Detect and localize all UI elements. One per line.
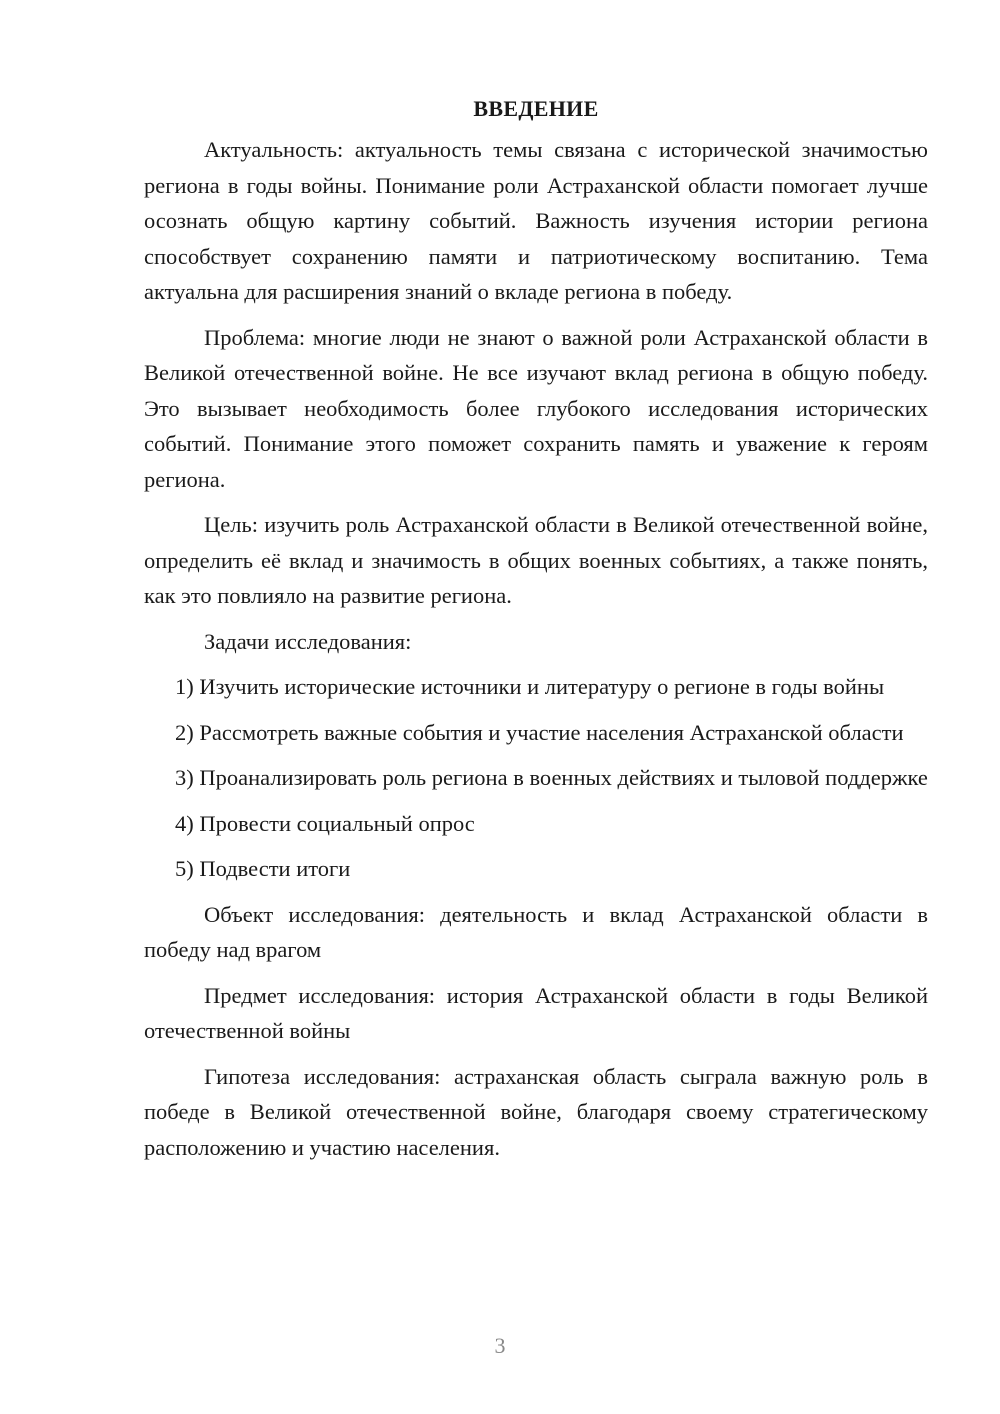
task-item-3: 3) Проанализировать роль региона в военных действиях и тыловой поддержке — [175, 765, 928, 790]
task-item-2: 2) Рассмотреть важные события и участие населения Астраханской области — [175, 719, 904, 745]
document-page — [144, 92, 928, 1175]
tasks-list — [144, 669, 928, 887]
document-title: ВВЕДЕНИЕ — [473, 96, 599, 121]
paragraph-subject: Предмет исследования: история Астраханской области в годы Великой отечественной войны — [144, 982, 928, 1043]
tasks-heading: Задачи исследования: — [204, 628, 412, 654]
task-item-4: 4) Провести социальный опрос — [175, 810, 475, 836]
paragraph-hypothesis: Гипотеза исследования: астраханская область сыграла важную роль в победе в Великой отечественной войне, благодаря своему стратегическому расположению и участию населения. — [144, 1063, 928, 1160]
paragraph-relevance: Актуальность: актуальность темы связана с исторической значимостью региона в годы войны. Понимание роли Астраханской области помогает лучше осознать общую картину событий. Важность изучения истории региона способствует сохранению памяти и патриотическому воспитанию. Тема актуальна для расширения знаний о вкладе региона в победу. — [144, 137, 928, 304]
page-number: 3 — [494, 1333, 506, 1358]
paragraph-object: Объект исследования: деятельность и вклад Астраханской области в победу над врагом — [144, 901, 928, 962]
paragraph-goal: Цель: изучить роль Астраханской области в Великой отечественной войне, определить её вклад и значимость в общих военных событиях, а также понять, как это повлияло на развитие региона. — [144, 512, 928, 608]
paragraph-problem: Проблема: многие люди не знают о важной роли Астраханской области в Великой отечественной войне. Не все изучают вклад региона в общую победу. Это вызывает необходимость более глубокого исследования исторических событий. Понимание этого поможет сохранить память и уважение к героям региона. — [144, 324, 928, 492]
task-item-1: 1) Изучить исторические источники и литературу о регионе в годы войны — [175, 674, 885, 699]
task-item-5: 5) Подвести итоги — [175, 856, 351, 881]
